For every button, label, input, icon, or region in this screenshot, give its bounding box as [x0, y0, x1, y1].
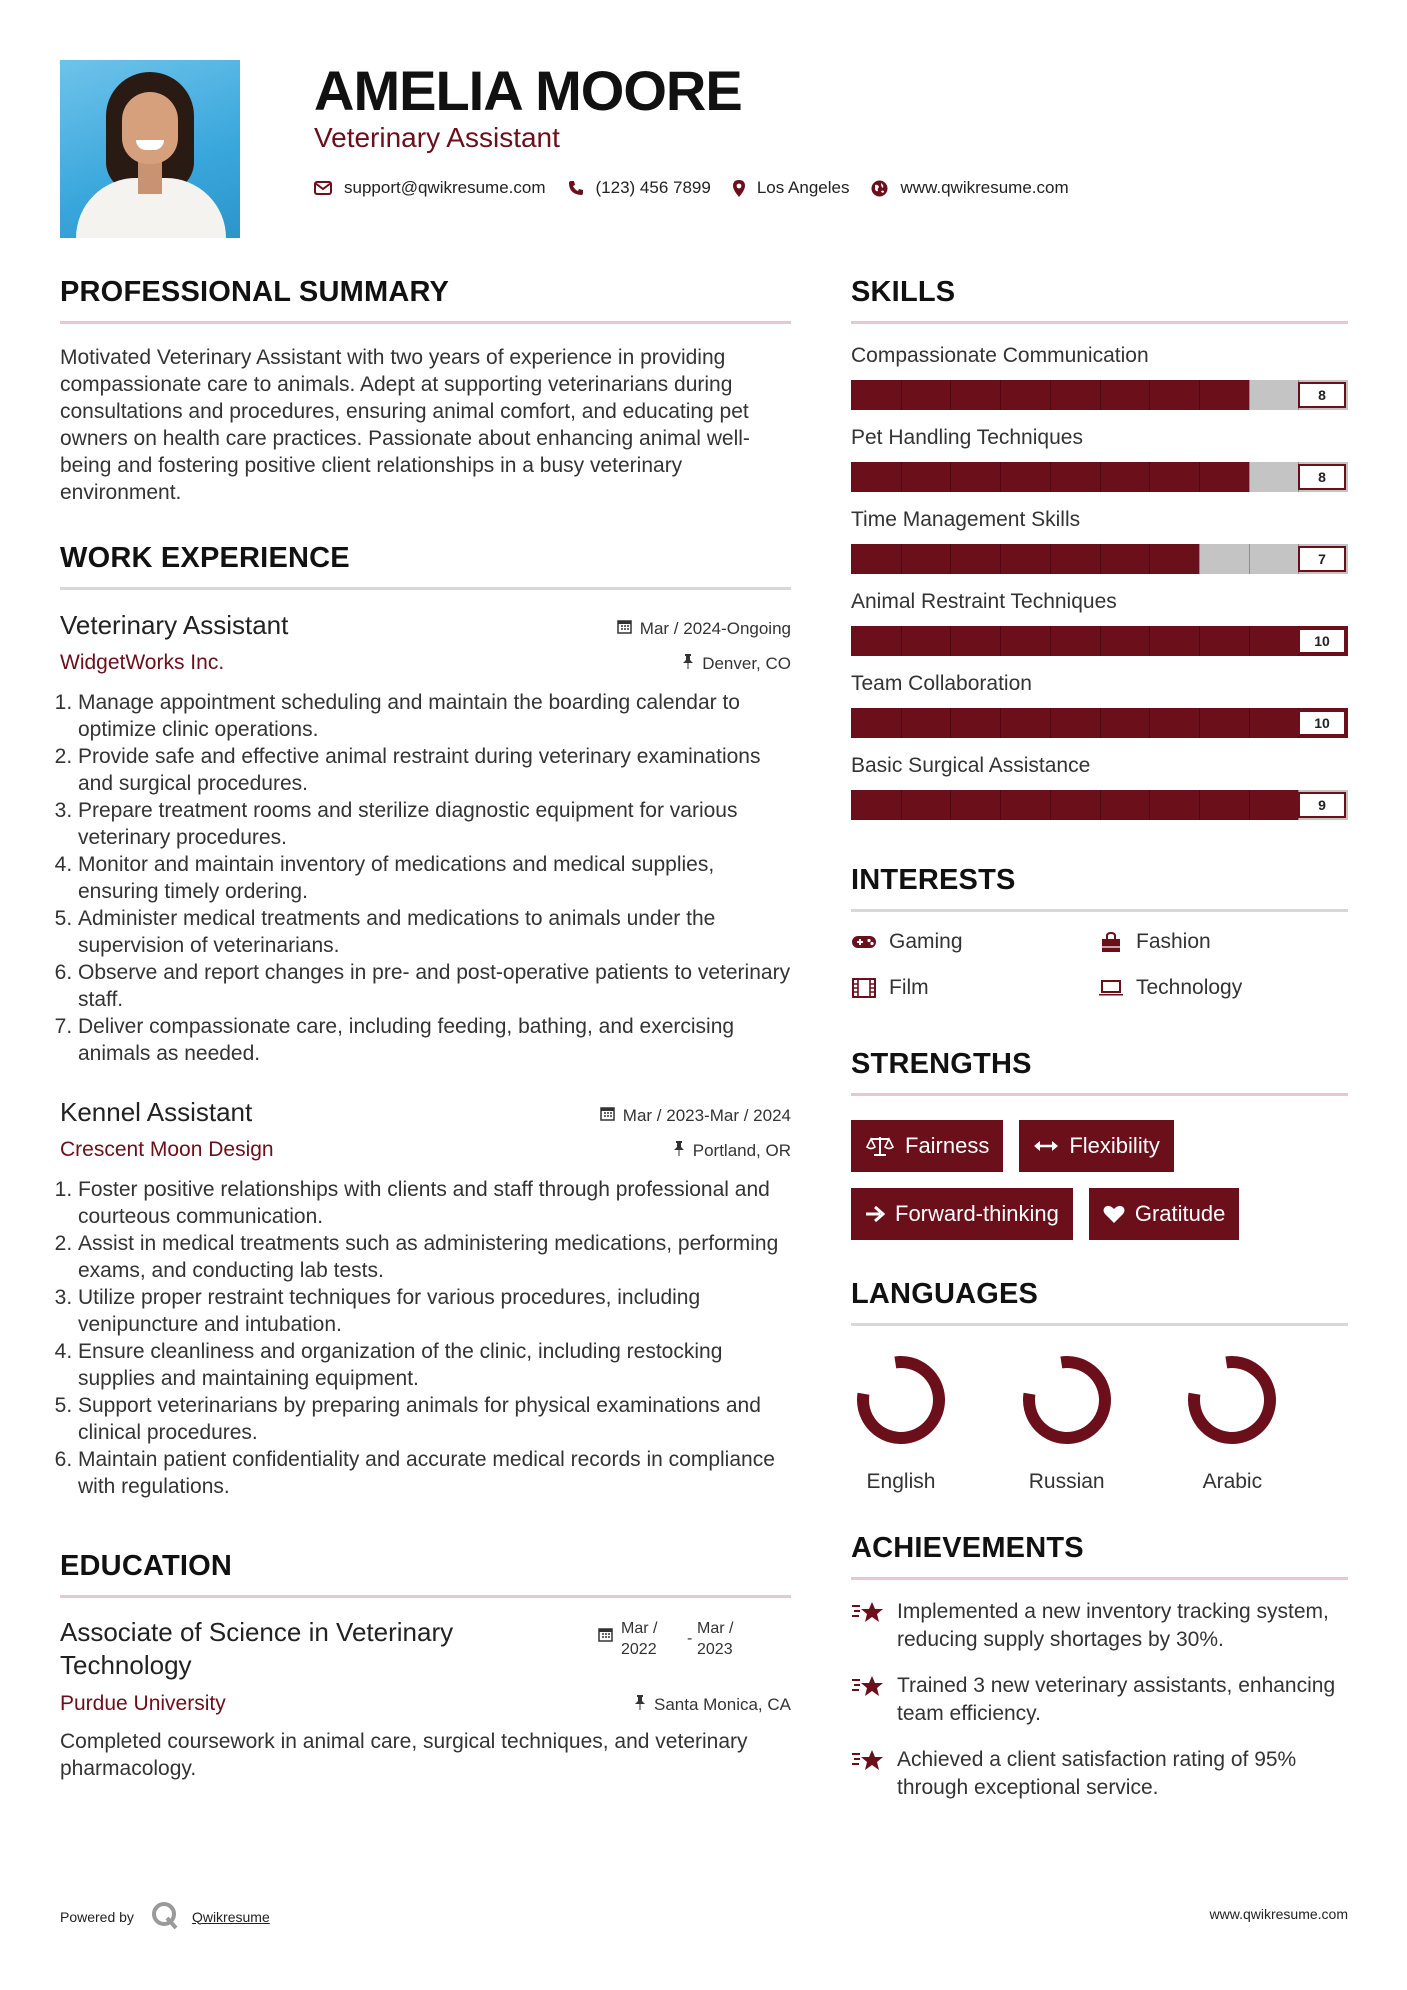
skill-item [851, 754, 1348, 820]
skill-bar-segment [1050, 544, 1051, 574]
skill-bar-segment [901, 790, 902, 820]
contact-phone[interactable] [568, 178, 711, 198]
skill-bar-segment [1100, 708, 1101, 738]
contact-email[interactable] [314, 178, 546, 198]
summary-heading: PROFESSIONAL SUMMARY [60, 276, 450, 308]
bag-icon [1098, 931, 1124, 953]
section-divider [60, 1595, 791, 1598]
degree-title: Associate of Science in Veterinary Technology [60, 1617, 454, 1680]
list-item: 5. Administer medical treatments and medications to animals under the supervision of veterinarians. [78, 905, 791, 959]
skill-score-badge: 9 [1298, 792, 1346, 818]
laptop-icon [1098, 977, 1124, 999]
skill-bar-segment [1000, 708, 1001, 738]
candidate-title: Veterinary Assistant [314, 122, 560, 153]
duties-list [60, 689, 791, 1067]
contact-location-text: Los Angeles [756, 178, 850, 197]
edu-end-year: 2023 [697, 1641, 733, 1658]
skill-bar-segment [950, 544, 951, 574]
skill-bar-segment [1000, 380, 1001, 410]
skill-bar-segment [950, 380, 951, 410]
calendar-icon [598, 1627, 613, 1660]
list-item: 6. Maintain patient confidentiality and accurate medical records in compliance with regulations. [78, 1446, 791, 1500]
skill-bar-segment [1000, 462, 1001, 492]
skill-bar-segment [1100, 790, 1101, 820]
interest-item [851, 930, 1098, 954]
job-location [682, 654, 791, 674]
strengths-list [851, 1120, 1348, 1240]
skill-bar-segment [1249, 462, 1250, 492]
skill-bar-segment [1000, 790, 1001, 820]
strength-label: Gratitude [1134, 1201, 1226, 1226]
skill-bar-segment [901, 544, 902, 574]
section-divider [851, 1577, 1348, 1580]
achievement-item [851, 1598, 1348, 1654]
job-location-text: Denver, CO [702, 653, 791, 673]
education-description: Completed coursework in animal care, surgical techniques, and veterinary pharmacology. [60, 1730, 748, 1780]
job-location [673, 1141, 791, 1161]
school-name: Purdue University [60, 1692, 226, 1715]
skill-bar-segment [950, 462, 951, 492]
skill-bar-segment [1199, 544, 1200, 574]
job-title: Veterinary Assistant [60, 610, 289, 640]
pin-icon [682, 654, 694, 673]
skill-bar-segment [1050, 380, 1051, 410]
interest-label: Gaming [889, 930, 963, 953]
skill-score-badge: 8 [1298, 464, 1346, 490]
language-level-arc [1194, 1362, 1270, 1438]
skill-bar-segment [1149, 380, 1150, 410]
envelope-icon [314, 181, 332, 195]
skill-bar-segment [901, 462, 902, 492]
skill-level-bar [851, 708, 1348, 738]
interest-item [851, 976, 1098, 1000]
skill-name: Team Collaboration [851, 672, 1032, 695]
edu-start-year: 2022 [621, 1641, 657, 1658]
interest-item [1098, 930, 1348, 954]
skill-bar-segment [1199, 380, 1200, 410]
arrow-right-icon [865, 1205, 885, 1223]
skill-bar-segment [950, 790, 951, 820]
powered-by-text: Powered by [60, 1908, 134, 1925]
skill-score-badge: 7 [1298, 546, 1346, 572]
skill-bar-segment [1149, 708, 1150, 738]
phone-icon [568, 180, 584, 196]
language-level-ring [851, 1350, 951, 1450]
strength-tag [1089, 1188, 1240, 1240]
strength-label: Fairness [905, 1133, 990, 1158]
interest-label: Fashion [1136, 930, 1211, 953]
interest-item [1098, 976, 1348, 1000]
section-divider [851, 909, 1348, 912]
skill-bar-segment [1100, 626, 1101, 656]
interest-label: Technology [1136, 976, 1243, 999]
skill-bar-segment [1000, 544, 1001, 574]
list-item: 4. Monitor and maintain inventory of medications and medical supplies, ensuring timely ordering. [78, 851, 791, 905]
skill-bar-segment [950, 626, 951, 656]
film-icon [851, 977, 877, 999]
list-item: 2. Assist in medical treatments such as administering medications, performing exams, and conducting lab tests. [78, 1230, 791, 1284]
calendar-icon [617, 619, 632, 638]
skill-bar-segment [1100, 380, 1101, 410]
education-entry [60, 1616, 791, 1782]
skill-level-bar [851, 626, 1348, 656]
list-item: 7. Deliver compassionate care, including feeding, bathing, and exercising animals as needed. [78, 1013, 791, 1067]
language-item [851, 1350, 1017, 1494]
skill-item [851, 508, 1348, 574]
duties-list [60, 1176, 791, 1500]
languages-heading: LANGUAGES [851, 1278, 1039, 1310]
gamepad-icon [851, 931, 877, 953]
company-name: WidgetWorks Inc. [60, 651, 225, 674]
skill-bar-segment [901, 626, 902, 656]
map-marker-icon [733, 180, 745, 197]
job-dates [617, 619, 791, 639]
pin-icon [634, 1695, 646, 1714]
skill-score-badge: 10 [1298, 710, 1346, 736]
skill-bar-segment [1050, 708, 1051, 738]
skill-bar-segment [1249, 380, 1250, 410]
list-item: 4. Ensure cleanliness and organization of the clinic, including restocking supplies and maintaining equipment. [78, 1338, 791, 1392]
skill-bar-fill [851, 790, 1298, 820]
arrows-horizontal-icon [1033, 1139, 1059, 1153]
skill-score-badge: 8 [1298, 382, 1346, 408]
section-divider [851, 1323, 1348, 1326]
skill-name: Animal Restraint Techniques [851, 590, 1117, 613]
languages-list [851, 1350, 1348, 1494]
skill-bar-segment [1050, 790, 1051, 820]
section-divider [60, 321, 791, 324]
contact-website-text: www.qwikresume.com [900, 178, 1069, 197]
heart-icon [1103, 1204, 1125, 1224]
achievements-list [851, 1598, 1348, 1802]
list-item: 3. Prepare treatment rooms and sterilize diagnostic equipment for various veterinary procedures. [78, 797, 791, 851]
achievement-text: Achieved a client satisfaction rating of 95% through exceptional service. [897, 1748, 1297, 1799]
skill-bar-segment [1199, 462, 1200, 492]
strength-tag [851, 1188, 1073, 1240]
right-column [851, 276, 1348, 1802]
achievements-heading: ACHIEVEMENTS [851, 1532, 1084, 1564]
skill-item [851, 344, 1348, 410]
strength-tag [1019, 1120, 1173, 1172]
skills-list [851, 344, 1348, 820]
language-label: English [866, 1470, 936, 1493]
language-item [1182, 1350, 1348, 1494]
interests-list [851, 930, 1348, 1000]
skill-bar-segment [1249, 626, 1250, 656]
job-entry [60, 1097, 791, 1500]
language-level-ring [1182, 1350, 1282, 1450]
star-badge-icon [851, 1748, 885, 1802]
skill-bar-segment [1149, 626, 1150, 656]
qwikresume-logo-icon [150, 1900, 180, 1933]
education-heading: EDUCATION [60, 1550, 233, 1582]
skill-bar-segment [1249, 708, 1250, 738]
footer-powered-by [60, 1900, 270, 1933]
balance-scale-icon [865, 1135, 895, 1157]
profile-photo [60, 60, 240, 238]
left-column [60, 276, 791, 1782]
language-label: Arabic [1202, 1470, 1263, 1493]
strength-tag [851, 1120, 1003, 1172]
skill-level-bar [851, 544, 1348, 574]
section-divider [851, 321, 1348, 324]
skill-bar-segment [901, 380, 902, 410]
list-item: 1. Foster positive relationships with clients and staff through professional and courteous communication. [78, 1176, 791, 1230]
skill-bar-segment [1000, 626, 1001, 656]
list-item: 3. Utilize proper restraint techniques for various procedures, including venipuncture and intubation. [78, 1284, 791, 1338]
skills-heading: SKILLS [851, 276, 956, 308]
contact-website[interactable] [871, 178, 1068, 198]
skill-item [851, 426, 1348, 492]
language-level-arc [863, 1362, 939, 1438]
globe-icon [871, 180, 888, 197]
skill-bar-segment [1100, 462, 1101, 492]
edu-start-month: Mar / [621, 1620, 658, 1637]
achievement-item [851, 1672, 1348, 1728]
job-dates-text: Mar / 2024-Ongoing [639, 618, 791, 638]
experience-heading: WORK EXPERIENCE [60, 542, 350, 574]
education-dates: Mar / 2022 - Mar / 2023 [598, 1618, 749, 1660]
interest-label: Film [889, 976, 929, 999]
strength-label: Flexibility [1069, 1133, 1160, 1158]
job-dates [600, 1106, 791, 1126]
language-item [1017, 1350, 1183, 1494]
calendar-icon [600, 1106, 615, 1125]
star-badge-icon [851, 1600, 885, 1654]
skill-bar-segment [1149, 544, 1150, 574]
job-location-text: Portland, OR [692, 1140, 791, 1160]
list-item: 1. Manage appointment scheduling and maintain the boarding calendar to optimize clinic operations. [78, 689, 791, 743]
achievement-text: Implemented a new inventory tracking system, reducing supply shortages by 30%. [897, 1600, 1329, 1651]
contact-location [733, 178, 850, 198]
achievement-item [851, 1746, 1348, 1802]
skill-bar-segment [1149, 462, 1150, 492]
skill-bar-segment [1050, 462, 1051, 492]
skill-level-bar [851, 462, 1348, 492]
edu-end-month: Mar / [697, 1620, 734, 1637]
skill-bar-segment [1249, 544, 1250, 574]
achievement-text: Trained 3 new veterinary assistants, enhancing team efficiency. [897, 1674, 1336, 1725]
section-divider [60, 587, 791, 590]
skill-score-badge: 10 [1298, 628, 1346, 654]
contact-phone-text: (123) 456 7899 [595, 178, 711, 197]
list-item: 6. Observe and report changes in pre- and post-operative patients to veterinary staff. [78, 959, 791, 1013]
skill-bar-segment [1199, 626, 1200, 656]
skill-bar-segment [901, 708, 902, 738]
skill-bar-segment [1199, 790, 1200, 820]
strengths-heading: STRENGTHS [851, 1048, 1032, 1080]
star-badge-icon [851, 1674, 885, 1728]
education-location [634, 1695, 791, 1715]
language-label: Russian [1028, 1470, 1105, 1493]
strength-label: Forward-thinking [895, 1201, 1059, 1226]
job-dates-text: Mar / 2023-Mar / 2024 [622, 1105, 791, 1125]
footer-url[interactable]: www.qwikresume.com [1209, 1906, 1348, 1922]
summary-text: Motivated Veterinary Assistant with two years of experience in providing compassionate care to animals. Adept at supporting veterinarians during consultations and procedures, ensuring animal comfort, and educating pet owners on health care practices. Passionate about enhancing animal well-being and fostering positive client relationships in a busy veterinary environment. [60, 346, 750, 504]
skill-bar-segment [1249, 790, 1250, 820]
list-item: 5. Support veterinarians by preparing animals for physical examinations and clinical procedures. [78, 1392, 791, 1446]
skill-bar-segment [1199, 708, 1200, 738]
language-level-arc [1029, 1362, 1105, 1438]
candidate-name: AMELIA MOORE [314, 59, 742, 122]
skill-name: Time Management Skills [851, 508, 1081, 531]
language-level-ring [1017, 1350, 1117, 1450]
contact-bar [314, 178, 1091, 198]
skill-bar-segment [1149, 790, 1150, 820]
skill-bar-segment [1100, 544, 1101, 574]
skill-name: Compassionate Communication [851, 344, 1149, 367]
interests-heading: INTERESTS [851, 864, 1016, 896]
skill-item [851, 590, 1348, 656]
list-item: 2. Provide safe and effective animal restraint during veterinary examinations and surgical procedures. [78, 743, 791, 797]
section-divider [851, 1093, 1348, 1096]
skill-level-bar [851, 790, 1348, 820]
skill-bar-segment [950, 708, 951, 738]
company-name: Crescent Moon Design [60, 1138, 274, 1161]
skill-name: Pet Handling Techniques [851, 426, 1083, 449]
skill-item [851, 672, 1348, 738]
job-entry [60, 610, 791, 1067]
skill-level-bar [851, 380, 1348, 410]
skill-bar-fill [851, 544, 1199, 574]
pin-icon [673, 1141, 685, 1160]
qwikresume-link[interactable]: Qwikresume [191, 1908, 270, 1925]
job-title: Kennel Assistant [60, 1097, 253, 1127]
education-location-text: Santa Monica, CA [653, 1694, 791, 1714]
skill-name: Basic Surgical Assistance [851, 754, 1091, 777]
skill-bar-segment [1050, 626, 1051, 656]
contact-email-text: support@qwikresume.com [344, 178, 546, 197]
